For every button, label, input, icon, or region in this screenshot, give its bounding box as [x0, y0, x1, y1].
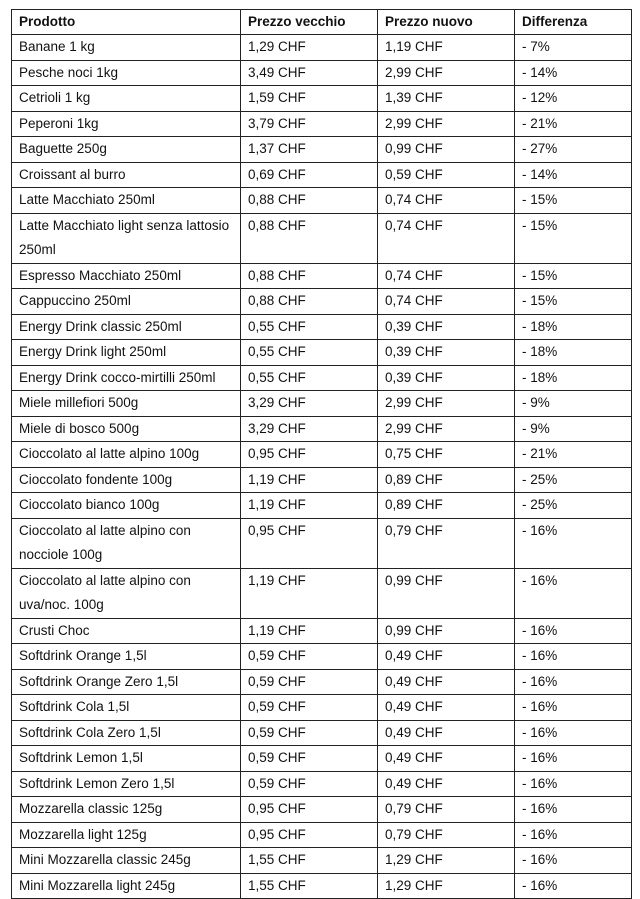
cell-difference: - 15% [515, 213, 632, 263]
cell-product: Pesche noci 1kg [12, 60, 241, 86]
cell-old-price: 0,95 CHF [241, 442, 378, 468]
cell-product: Baguette 250g [12, 137, 241, 163]
cell-product: Miele millefiori 500g [12, 391, 241, 417]
cell-old-price: 1,37 CHF [241, 137, 378, 163]
cell-difference: - 16% [515, 771, 632, 797]
cell-new-price: 2,99 CHF [378, 60, 515, 86]
cell-old-price: 0,55 CHF [241, 314, 378, 340]
cell-old-price: 1,55 CHF [241, 848, 378, 874]
cell-new-price: 0,89 CHF [378, 493, 515, 519]
cell-new-price: 0,74 CHF [378, 213, 515, 263]
table-row [12, 518, 632, 568]
cell-difference: - 14% [515, 162, 632, 188]
cell-product: Crusti Choc [12, 618, 241, 644]
cell-difference: - 21% [515, 442, 632, 468]
cell-new-price: 0,74 CHF [378, 289, 515, 315]
cell-old-price: 0,88 CHF [241, 263, 378, 289]
cell-old-price: 0,69 CHF [241, 162, 378, 188]
cell-old-price: 1,29 CHF [241, 35, 378, 61]
cell-difference: - 25% [515, 493, 632, 519]
cell-new-price: 0,49 CHF [378, 669, 515, 695]
table-row [12, 162, 632, 188]
cell-difference: - 14% [515, 60, 632, 86]
table-row [12, 568, 632, 618]
price-comparison-table [11, 9, 632, 899]
cell-new-price: 0,49 CHF [378, 720, 515, 746]
cell-product: Mozzarella light 125g [12, 822, 241, 848]
cell-product: Energy Drink classic 250ml [12, 314, 241, 340]
cell-new-price: 0,79 CHF [378, 822, 515, 848]
cell-product: Softdrink Lemon 1,5l [12, 746, 241, 772]
cell-difference: - 16% [515, 822, 632, 848]
cell-new-price: 0,39 CHF [378, 365, 515, 391]
cell-new-price: 0,49 CHF [378, 746, 515, 772]
cell-old-price: 3,29 CHF [241, 391, 378, 417]
cell-new-price: 1,19 CHF [378, 35, 515, 61]
cell-product: Softdrink Lemon Zero 1,5l [12, 771, 241, 797]
cell-difference: - 18% [515, 365, 632, 391]
cell-new-price: 0,39 CHF [378, 314, 515, 340]
cell-difference: - 27% [515, 137, 632, 163]
cell-difference: - 15% [515, 263, 632, 289]
cell-product: Banane 1 kg [12, 35, 241, 61]
cell-difference: - 16% [515, 720, 632, 746]
cell-difference: - 25% [515, 467, 632, 493]
cell-old-price: 0,59 CHF [241, 746, 378, 772]
table-row [12, 416, 632, 442]
cell-product: Softdrink Orange Zero 1,5l [12, 669, 241, 695]
cell-old-price: 0,59 CHF [241, 695, 378, 721]
cell-product: Espresso Macchiato 250ml [12, 263, 241, 289]
table-row [12, 720, 632, 746]
table-body [12, 35, 632, 899]
cell-new-price: 0,74 CHF [378, 263, 515, 289]
cell-new-price: 0,49 CHF [378, 695, 515, 721]
table-row [12, 797, 632, 823]
cell-product: Mini Mozzarella light 245g [12, 873, 241, 899]
cell-new-price: 2,99 CHF [378, 111, 515, 137]
cell-difference: - 15% [515, 188, 632, 214]
table-row [12, 467, 632, 493]
cell-old-price: 1,19 CHF [241, 618, 378, 644]
header-new-price: Prezzo nuovo [378, 10, 515, 35]
cell-difference: - 12% [515, 86, 632, 112]
cell-product: Cioccolato bianco 100g [12, 493, 241, 519]
cell-old-price: 0,95 CHF [241, 518, 378, 568]
cell-difference: - 16% [515, 695, 632, 721]
cell-product: Cappuccino 250ml [12, 289, 241, 315]
cell-difference: - 16% [515, 568, 632, 618]
cell-new-price: 2,99 CHF [378, 416, 515, 442]
table-row [12, 213, 632, 263]
cell-product: Mini Mozzarella classic 245g [12, 848, 241, 874]
cell-old-price: 0,88 CHF [241, 213, 378, 263]
cell-difference: - 9% [515, 391, 632, 417]
table-row [12, 873, 632, 899]
table-row [12, 314, 632, 340]
cell-difference: - 18% [515, 340, 632, 366]
cell-product: Cetrioli 1 kg [12, 86, 241, 112]
cell-difference: - 16% [515, 797, 632, 823]
cell-product: Miele di bosco 500g [12, 416, 241, 442]
cell-new-price: 0,99 CHF [378, 137, 515, 163]
cell-product: Cioccolato al latte alpino 100g [12, 442, 241, 468]
cell-old-price: 0,95 CHF [241, 822, 378, 848]
cell-old-price: 0,55 CHF [241, 365, 378, 391]
header-product: Prodotto [12, 10, 241, 35]
table-row [12, 695, 632, 721]
cell-new-price: 0,59 CHF [378, 162, 515, 188]
table-row [12, 771, 632, 797]
table-row [12, 618, 632, 644]
cell-product: Softdrink Cola Zero 1,5l [12, 720, 241, 746]
cell-new-price: 2,99 CHF [378, 391, 515, 417]
table-row [12, 848, 632, 874]
cell-old-price: 0,59 CHF [241, 644, 378, 670]
cell-product: Energy Drink cocco-mirtilli 250ml [12, 365, 241, 391]
cell-product: Mozzarella classic 125g [12, 797, 241, 823]
cell-difference: - 16% [515, 848, 632, 874]
table-row [12, 35, 632, 61]
cell-old-price: 1,19 CHF [241, 568, 378, 618]
cell-difference: - 16% [515, 618, 632, 644]
table-row [12, 822, 632, 848]
cell-old-price: 0,88 CHF [241, 289, 378, 315]
cell-difference: - 16% [515, 669, 632, 695]
cell-new-price: 1,29 CHF [378, 848, 515, 874]
cell-new-price: 0,99 CHF [378, 618, 515, 644]
table-row [12, 365, 632, 391]
table-row [12, 111, 632, 137]
cell-difference: - 16% [515, 873, 632, 899]
cell-product: Croissant al burro [12, 162, 241, 188]
table-row [12, 60, 632, 86]
table-row [12, 137, 632, 163]
cell-old-price: 3,79 CHF [241, 111, 378, 137]
cell-new-price: 0,99 CHF [378, 568, 515, 618]
cell-old-price: 1,55 CHF [241, 873, 378, 899]
cell-difference: - 16% [515, 518, 632, 568]
cell-difference: - 18% [515, 314, 632, 340]
cell-product: Cioccolato al latte alpino con nocciole 100g [12, 518, 241, 568]
cell-old-price: 0,88 CHF [241, 188, 378, 214]
table-row [12, 188, 632, 214]
header-difference: Differenza [515, 10, 632, 35]
cell-new-price: 0,75 CHF [378, 442, 515, 468]
cell-new-price: 0,89 CHF [378, 467, 515, 493]
cell-new-price: 1,39 CHF [378, 86, 515, 112]
table-row [12, 391, 632, 417]
table-row [12, 644, 632, 670]
cell-difference: - 9% [515, 416, 632, 442]
cell-product: Latte Macchiato light senza lattosio 250ml [12, 213, 241, 263]
cell-difference: - 7% [515, 35, 632, 61]
cell-new-price: 0,74 CHF [378, 188, 515, 214]
cell-old-price: 0,59 CHF [241, 720, 378, 746]
cell-old-price: 0,95 CHF [241, 797, 378, 823]
cell-new-price: 0,39 CHF [378, 340, 515, 366]
header-old-price: Prezzo vecchio [241, 10, 378, 35]
table-row [12, 746, 632, 772]
cell-old-price: 1,19 CHF [241, 493, 378, 519]
table-row [12, 86, 632, 112]
table-header-row [12, 10, 632, 35]
cell-product: Cioccolato fondente 100g [12, 467, 241, 493]
table-row [12, 493, 632, 519]
table-row [12, 263, 632, 289]
table-row [12, 442, 632, 468]
cell-product: Softdrink Cola 1,5l [12, 695, 241, 721]
cell-difference: - 16% [515, 644, 632, 670]
cell-new-price: 0,49 CHF [378, 644, 515, 670]
cell-old-price: 0,55 CHF [241, 340, 378, 366]
cell-new-price: 0,79 CHF [378, 797, 515, 823]
cell-difference: - 15% [515, 289, 632, 315]
cell-old-price: 1,19 CHF [241, 467, 378, 493]
cell-new-price: 1,29 CHF [378, 873, 515, 899]
cell-product: Energy Drink light 250ml [12, 340, 241, 366]
cell-difference: - 21% [515, 111, 632, 137]
cell-product: Peperoni 1kg [12, 111, 241, 137]
cell-product: Latte Macchiato 250ml [12, 188, 241, 214]
cell-old-price: 3,29 CHF [241, 416, 378, 442]
cell-old-price: 3,49 CHF [241, 60, 378, 86]
cell-old-price: 0,59 CHF [241, 771, 378, 797]
cell-difference: - 16% [515, 746, 632, 772]
cell-product: Cioccolato al latte alpino con uva/noc. 100g [12, 568, 241, 618]
cell-old-price: 0,59 CHF [241, 669, 378, 695]
table-row [12, 340, 632, 366]
cell-product: Softdrink Orange 1,5l [12, 644, 241, 670]
cell-new-price: 0,49 CHF [378, 771, 515, 797]
cell-new-price: 0,79 CHF [378, 518, 515, 568]
table-row [12, 669, 632, 695]
cell-old-price: 1,59 CHF [241, 86, 378, 112]
table-row [12, 289, 632, 315]
